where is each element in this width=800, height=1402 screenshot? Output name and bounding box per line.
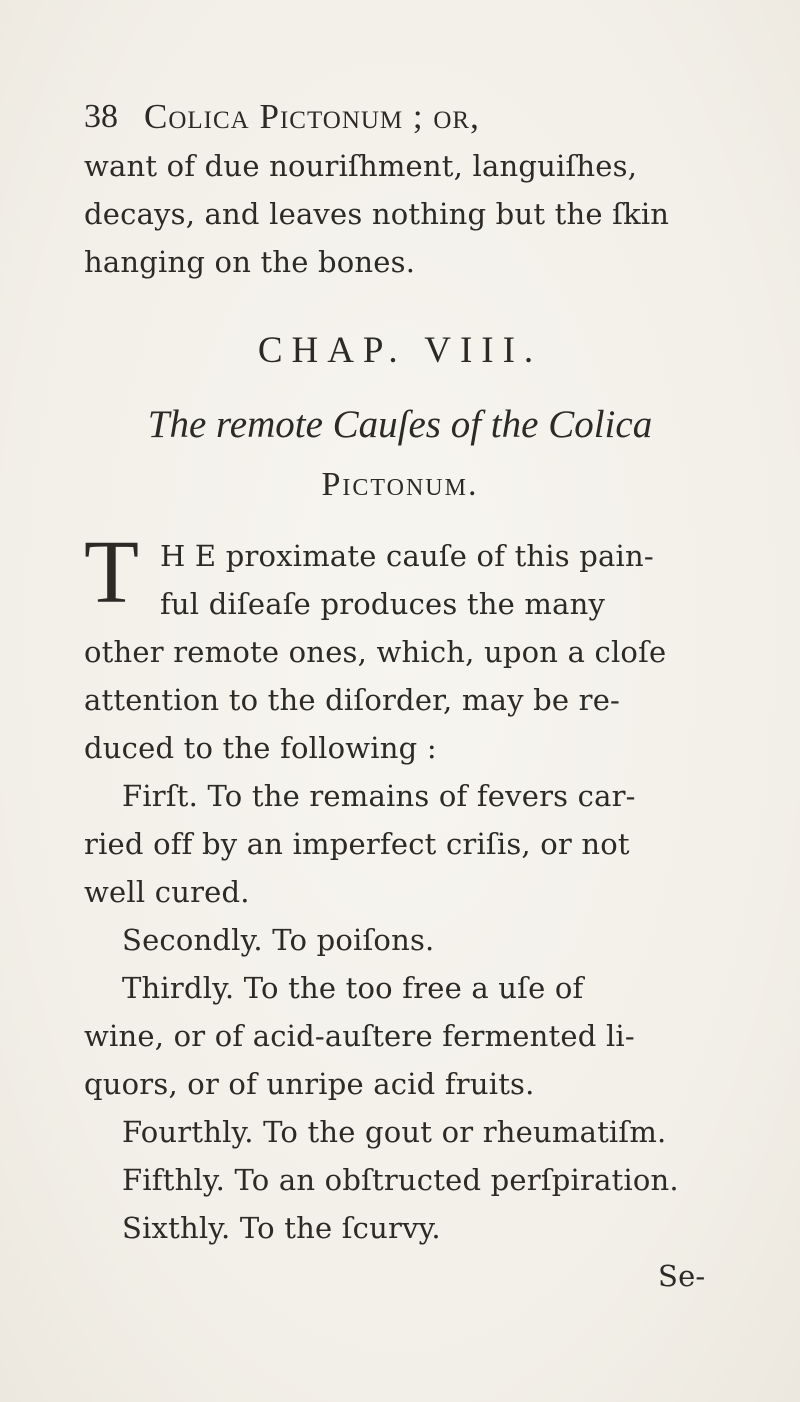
text-line: ful diſeaſe produces the many (160, 587, 606, 621)
text-line: quors, or of unripe acid fruits. (84, 1067, 535, 1101)
text-line: Sixthly. To the ſcurvy. (122, 1211, 441, 1245)
text-line: Thirdly. To the too free a uſe of (122, 971, 584, 1005)
chapter-title-line-2: Pictonum. (321, 466, 479, 503)
drop-cap: T (84, 523, 139, 622)
chapter-title-line-1: The remote Cauſes of the Colica (147, 403, 653, 446)
text-line: other remote ones, which, upon a cloſe (84, 635, 667, 669)
text-line: wine, or of acid-auſtere fermented li- (84, 1019, 635, 1053)
text-line: Fourthly. To the gout or rheumatiſm. (122, 1115, 667, 1149)
text-line: hanging on the bones. (84, 245, 416, 279)
text-line: ried off by an imperfect criſis, or not (84, 827, 630, 861)
page-number: 38 (84, 98, 118, 135)
text-line: want of due nouriſhment, languiſhes, (84, 149, 638, 183)
text-line: Fifthly. To an obſtructed perſpiration. (122, 1163, 679, 1197)
running-head: Colica Pictonum ; or, (144, 97, 480, 136)
text-line: decays, and leaves nothing but the ſkin (84, 197, 670, 231)
text-line: Firſt. To the remains of fevers car- (122, 779, 636, 813)
chapter-heading: CHAP. VIII. (257, 330, 543, 371)
text-line: attention to the diſorder, may be re- (84, 683, 621, 717)
catchword: Se- (658, 1259, 706, 1293)
page-header (84, 92, 724, 142)
text-line: duced to the following : (84, 731, 437, 765)
text-line: H E proximate cauſe of this pain- (160, 539, 654, 573)
text-line: Secondly. To poiſons. (122, 923, 435, 957)
text-line: well cured. (84, 875, 250, 909)
